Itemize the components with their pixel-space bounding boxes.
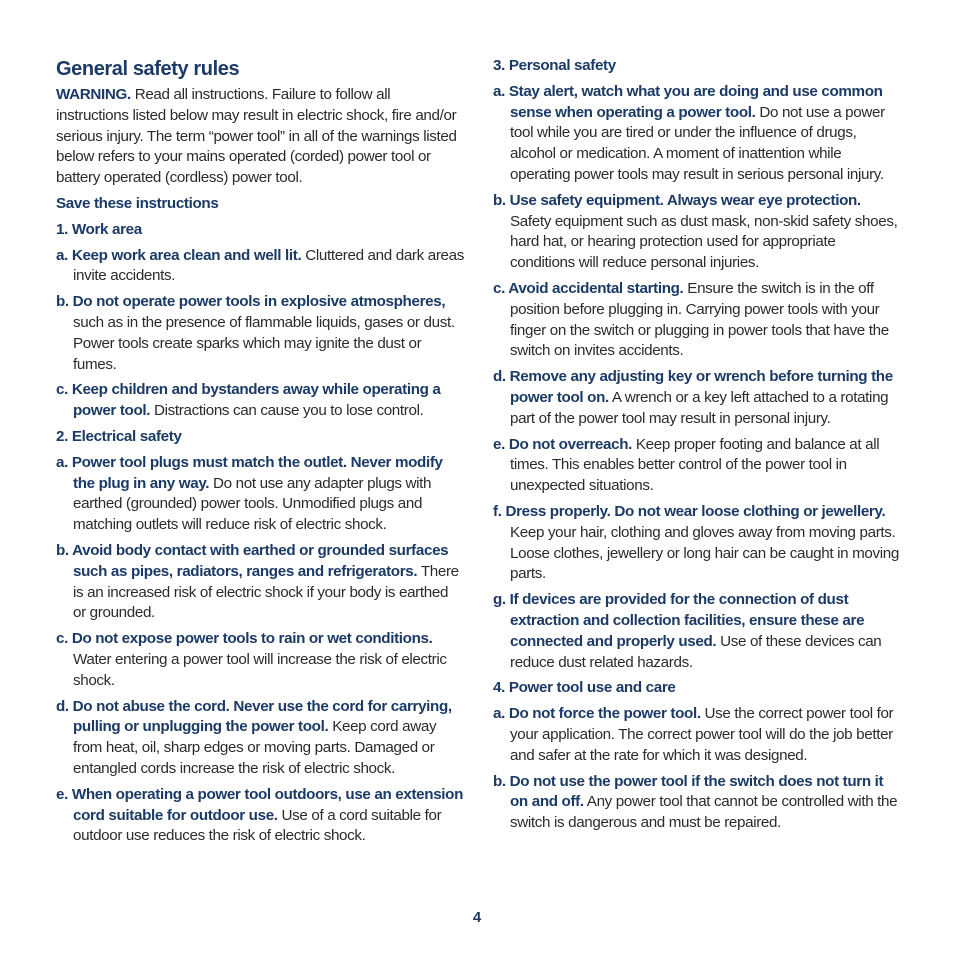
rule-lead: b. Do not use the power tool if the switch does not turn it on and off.	[493, 772, 884, 811]
rule-item	[493, 367, 903, 429]
rule-item	[56, 541, 464, 624]
rule-lead: e. When operating a power tool outdoors, use an extension cord suitable for outdoor use.	[56, 785, 464, 824]
rule-lead: f. Dress properly. Do not wear loose clothing or jewellery.	[493, 502, 886, 520]
rule-text: Distractions can cause you to lose control.	[150, 402, 424, 420]
rule-text: Cluttered and dark areas invite accidents.	[73, 246, 464, 285]
rule-lead: b. Use safety equipment. Always wear eye protection.	[493, 191, 861, 209]
left-column	[56, 56, 464, 852]
rule-text: such as in the presence of flammable liquids, gases or dust. Power tools create sparks which may ignite the dust or fumes.	[73, 313, 455, 373]
page-number: 4	[472, 909, 482, 926]
rule-lead: b. Avoid body contact with earthed or grounded surfaces such as pipes, radiators, ranges and refrigerators.	[56, 541, 449, 580]
rule-item	[56, 246, 464, 288]
rule-lead: c. Do not expose power tools to rain or wet conditions.	[56, 630, 433, 648]
rule-item	[56, 380, 464, 422]
section-heading-electrical-safety: 2. Electrical safety	[56, 427, 182, 445]
rule-lead: a. Keep work area clean and well lit.	[56, 246, 302, 264]
rule-lead: a. Power tool plugs must match the outlet. Never modify the plug in any way.	[56, 453, 443, 492]
rule-item	[493, 279, 903, 362]
rule-lead: d. Remove any adjusting key or wrench before turning the power tool on.	[493, 368, 893, 406]
rule-text: Ensure the switch is in the off position before plugging in. Carrying power tools with your finger on the switch or plugging in power tools that have the switch on invites accidents.	[510, 279, 889, 360]
rule-lead: g. If devices are provided for the connection of dust extraction and collection facilities, ensure these are connected and properly used.	[493, 591, 865, 650]
rule-lead: a. Do not force the power tool.	[493, 705, 701, 723]
rule-lead: c. Avoid accidental starting.	[493, 279, 684, 297]
rule-text: Water entering a power tool will increase the risk of electric shock.	[73, 650, 447, 689]
section-heading-power-tool-care: 4. Power tool use and care	[493, 679, 676, 697]
rule-text: Use the correct power tool for your application. The correct power tool will do the job better and safer at the rate for which it was designed.	[510, 705, 894, 764]
rule-text: Do not use any adapter plugs with earthed (grounded) power tools. Unmodified plugs and matching outlets will reduce risk of electric shock.	[73, 474, 432, 534]
rule-text: Keep proper footing and balance at all times. This enables better control of the power tool in unexpected situations.	[510, 435, 880, 495]
rule-text: Safety equipment such as dust mask, non-skid safety shoes, hard hat, or hearing protection used for appropriate conditions will reduce personal injuries.	[510, 212, 898, 272]
rule-lead: b. Do not operate power tools in explosive atmospheres,	[56, 293, 446, 311]
rule-text: Any power tool that cannot be controlled with the switch is dangerous and must be repaired.	[510, 793, 898, 832]
right-column	[493, 56, 903, 839]
section-heading-personal-safety: 3. Personal safety	[493, 57, 616, 74]
rule-item	[56, 697, 464, 780]
rule-text: Use of a cord suitable for outdoor use reduces the risk of electric shock.	[73, 806, 442, 845]
rule-item	[493, 82, 903, 186]
warning-intro	[56, 85, 464, 189]
rule-item	[493, 772, 903, 834]
rule-lead: c. Keep children and bystanders away while operating a power tool.	[56, 381, 441, 420]
rule-text: Keep your hair, clothing and gloves away from moving parts. Loose clothes, jewellery or long hair can be caught in moving parts.	[510, 523, 899, 583]
rule-lead: d. Do not abuse the cord. Never use the cord for carrying, pulling or unplugging the power tool.	[56, 697, 452, 736]
rule-text: There is an increased risk of electric shock if your body is earthed or grounded.	[73, 562, 459, 622]
rule-item	[56, 629, 464, 691]
rule-item	[493, 502, 903, 585]
rule-item	[493, 191, 903, 274]
warning-text: Read all instructions. Failure to follow all instructions listed below may result in electric shock, fire and/or serious injury. The term “power tool” in all of the warnings listed below refers to your mains operated (corded) power tool or battery operated (cordless) power tool.	[56, 86, 457, 187]
rule-item	[56, 785, 464, 847]
rule-item	[493, 590, 903, 673]
rule-text: Do not use a power tool while you are tired or under the influence of drugs, alcohol or medication. A moment of inattention while operating power tools may result in serious personal injury.	[510, 103, 885, 183]
warning-label: WARNING.	[56, 86, 131, 103]
rule-text: Use of these devices can reduce dust related hazards.	[510, 632, 882, 671]
rule-lead: a. Stay alert, watch what you are doing and use common sense when operating a power tool.	[493, 82, 883, 121]
rule-item	[493, 435, 903, 497]
page-title: General safety rules	[56, 58, 240, 80]
rule-item	[56, 453, 464, 536]
rule-text: A wrench or a key left attached to a rotating part of the power tool may result in personal injury.	[510, 388, 889, 427]
save-instructions-heading: Save these instructions	[56, 194, 219, 212]
rule-text: Keep cord away from heat, oil, sharp edges or moving parts. Damaged or entangled cords increase the risk of electric shock.	[73, 718, 437, 777]
section-heading-work-area: 1. Work area	[56, 220, 142, 238]
rule-lead: e. Do not overreach.	[493, 435, 633, 453]
rule-item	[493, 704, 903, 766]
rule-item	[56, 292, 464, 375]
